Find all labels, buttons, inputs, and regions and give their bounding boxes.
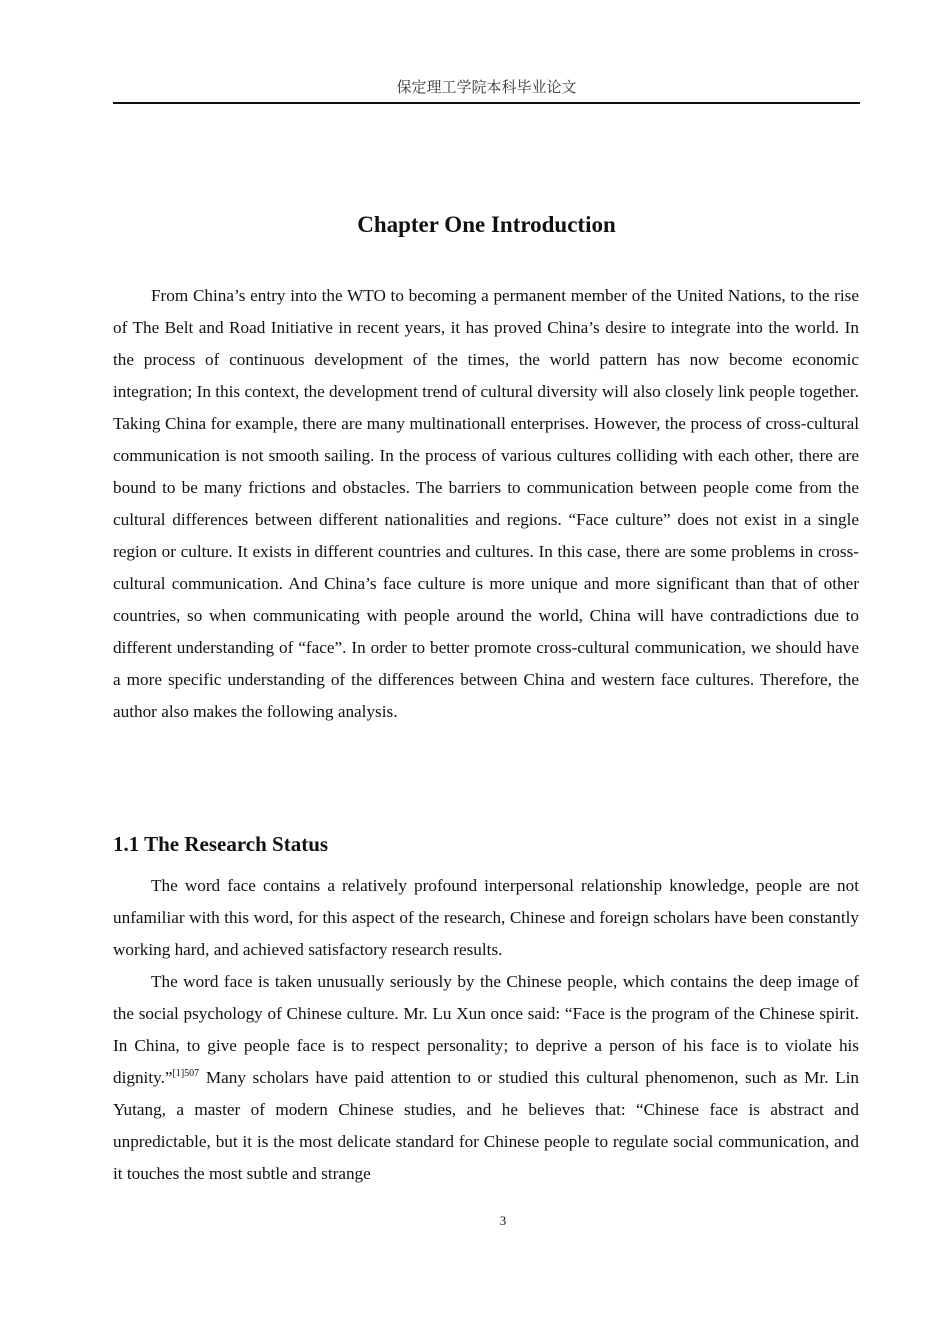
section-heading: 1.1 The Research Status: [113, 832, 329, 856]
citation-marker: [1]507: [172, 1068, 200, 1079]
header-title: 保定理工学院本科毕业论文: [396, 78, 577, 96]
research-status-paragraph-2: [113, 966, 859, 1190]
page-number: 3: [499, 1213, 507, 1228]
paragraph-text-before-citation: The word face is taken unusually seriously by the Chinese people, which contains the deep image of the social psychology of Chinese culture. Mr. Lu Xun once said: “Face is the program of the Chinese spirit. In China, to give people face is to respect personality; to deprive a person of his face is to violate his dignity.”: [113, 972, 859, 1087]
paragraph-text-after-citation: Many scholars have paid attention to or studied this cultural phenomenon, such as Mr. Lin Yutang, a master of modern Chinese studies, and he believes that: “Chinese face is abstract and unpredictable, but it is the most delicate standard for Chinese people to regulate social communication, and it touches the most subtle and strange: [113, 1068, 859, 1183]
research-status-paragraph-1: The word face contains a relatively profound interpersonal relationship knowledge, people are not unfamiliar with this word, for this aspect of the research, Chinese and foreign scholars have been constantly working hard, and achieved satisfactory research results.: [113, 876, 859, 959]
intro-paragraph: From China’s entry into the WTO to becoming a permanent member of the United Nations, to the rise of The Belt and Road Initiative in recent years, it has proved China’s desire to integrate into the world. In the process of continuous development of the times, the world pattern has now become economic integration; In this context, the development trend of cultural diversity will also closely link people together. Taking China for example, there are many multinationall enterprises. However, the process of cross-cultural communication is not smooth sailing. In the process of various cultures colliding with each other, there are bound to be many frictions and obstacles. The barriers to communication between people come from the cultural differences between different nationalities and regions. “Face culture” does not exist in a single region or culture. It exists in different countries and cultures. In this case, there are some problems in cross-cultural communication. And China’s face culture is more unique and more significant than that of other countries, so when communicating with people around the world, China will have contradictions due to different understanding of “face”. In order to better promote cross-cultural communication, we should have a more specific understanding of the differences between China and western face cultures. Therefore, the author also makes the following analysis.: [113, 286, 859, 721]
chapter-title: Chapter One Introduction: [357, 212, 616, 237]
page-header: [113, 74, 860, 104]
